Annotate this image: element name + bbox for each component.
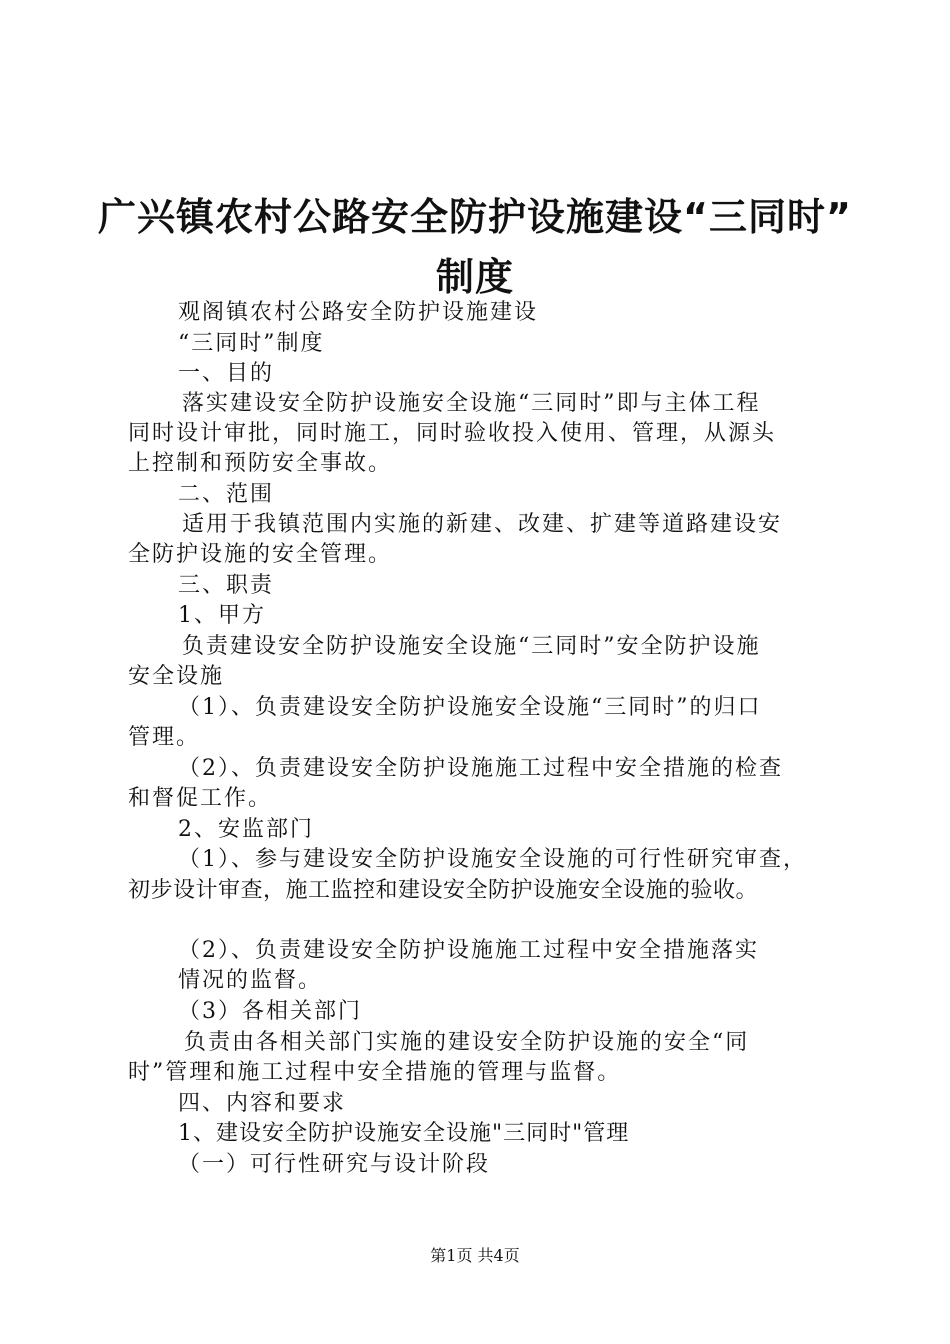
body-line: 初步设计审查，施工监控和建设安全防护设施安全设施的验收。 bbox=[128, 878, 759, 903]
body-line: （1）、参与建设安全防护设施安全设施的可行性研究审查， bbox=[178, 847, 807, 872]
subsection-heading: 1、建设安全防护设施安全设施"三同时"管理 bbox=[178, 1121, 630, 1146]
document-title-line-2: 制度 bbox=[435, 255, 514, 299]
body-line: 负责建设安全防护设施安全设施“三同时”安全防护设施 bbox=[182, 634, 761, 659]
body-line: “三同时”制度 bbox=[178, 331, 325, 356]
body-line: （2）、负责建设安全防护设施施工过程中安全措施的检查 bbox=[178, 756, 783, 781]
body-line: 全防护设施的安全管理。 bbox=[128, 542, 393, 567]
body-line: 和督促工作。 bbox=[128, 786, 273, 811]
body-line: （1）、负责建设安全防护设施安全设施“三同时”的归口 bbox=[178, 695, 762, 720]
body-line: 观阁镇农村公路安全防护设施建设 bbox=[178, 300, 539, 325]
body-line: 落实建设安全防护设施安全设施“三同时”即与主体工程 bbox=[182, 391, 761, 416]
body-line: 时”管理和施工过程中安全措施的管理与监督。 bbox=[128, 1060, 622, 1085]
body-line: 适用于我镇范围内实施的新建、改建、扩建等道路建设安 bbox=[182, 512, 783, 537]
body-line: 负责由各相关部门实施的建设安全防护设施的安全“同 bbox=[184, 1030, 750, 1055]
page-footer: 第1页 共4页 bbox=[430, 1246, 520, 1265]
subsection-heading: 1、甲方 bbox=[178, 603, 266, 628]
body-line: 管理。 bbox=[128, 725, 201, 750]
body-line: 同时设计审批，同时施工，同时验收投入使用、管理，从源头 bbox=[128, 421, 777, 446]
body-line: 安全设施 bbox=[128, 664, 225, 689]
body-line: 上控制和预防安全事故。 bbox=[128, 451, 393, 476]
body-line: （2）、负责建设安全防护设施施工过程中安全措施落实 bbox=[178, 938, 759, 963]
section-heading: 三、职责 bbox=[178, 573, 275, 598]
body-line: 情况的监督。 bbox=[178, 968, 323, 993]
section-heading: 四、内容和要求 bbox=[178, 1091, 347, 1116]
subsection-heading: （一）可行性研究与设计阶段 bbox=[178, 1152, 491, 1177]
subsection-heading: 2、安监部门 bbox=[178, 817, 314, 842]
section-heading: 二、范围 bbox=[178, 482, 275, 507]
subsection-heading: （3）各相关部门 bbox=[178, 999, 362, 1024]
document-title-line-1: 广兴镇农村公路安全防护设施建设“三同时” bbox=[98, 195, 852, 239]
section-heading: 一、目的 bbox=[178, 361, 275, 386]
